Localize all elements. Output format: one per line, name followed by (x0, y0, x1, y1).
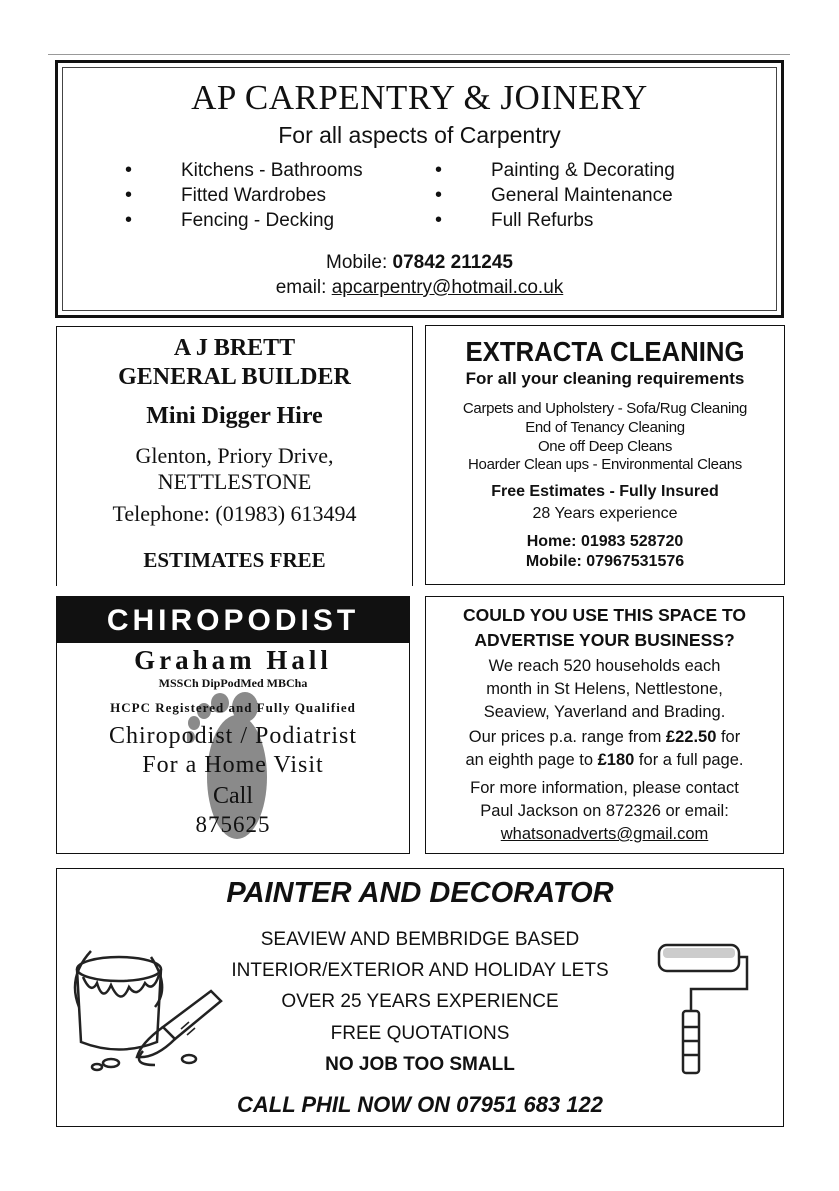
ad-extracta-cleaning (425, 325, 785, 585)
registration: HCPC Registered and Fully Qualified (110, 700, 356, 715)
role: Chiropodist / Podiatrist (108, 723, 357, 749)
price-line (426, 728, 783, 747)
service-item: • Kitchens - Bathrooms (125, 158, 363, 183)
price-line (426, 751, 783, 770)
qualifications: MSSCh DipPodMed MBCha (158, 676, 308, 690)
service-item: • Painting & Decorating (435, 158, 675, 183)
page-top-rule (48, 54, 790, 55)
email-line (63, 277, 776, 299)
phone-number: 875625 (195, 812, 271, 837)
service-item: • Fencing - Decking (125, 208, 363, 233)
info-line: SEAVIEW AND BEMBRIDGE BASED (260, 929, 580, 950)
price-prefix: an eighth page to (465, 751, 598, 769)
mobile-line (63, 252, 776, 274)
ad-chiropodist (56, 596, 410, 854)
contact-line: Paul Jackson on 872326 or email: (480, 802, 729, 820)
address-line: NETTLESTONE (157, 469, 312, 494)
call-line: CALL PHIL NOW ON 07951 683 122 (237, 1092, 603, 1117)
service-item: • General Maintenance (435, 183, 675, 208)
telephone-line: Telephone: (01983) 613494 (112, 501, 357, 526)
price-low: £22.50 (665, 728, 717, 746)
ad-title: PAINTER AND DECORATOR (226, 877, 614, 909)
estimates-line: Free Estimates - Fully Insured (491, 483, 719, 500)
ad-aj-brett (56, 326, 413, 586)
no-job-line: NO JOB TOO SMALL (325, 1054, 515, 1075)
price-mid: for (716, 728, 741, 746)
business-name: A J BRETT (173, 335, 296, 361)
services-list-right (435, 158, 675, 233)
email-label: email: (275, 277, 327, 298)
email-link[interactable]: apcarpentry@hotmail.co.uk (331, 277, 564, 298)
service-item: • Fitted Wardrobes (125, 183, 363, 208)
ad-subtitle: For all aspects of Carpentry (278, 122, 561, 148)
service-line: One off Deep Cleans (537, 438, 673, 455)
ad-title: AP CARPENTRY & JOINERY (191, 78, 648, 117)
ad-header-banner: CHIROPODIST (57, 597, 409, 643)
price-suffix: for a full page. (634, 751, 744, 769)
services-list-left (125, 158, 363, 233)
service-item: • Full Refurbs (435, 208, 675, 233)
mobile-phone: Mobile: 07967531576 (525, 553, 685, 570)
info-line: INTERIOR/EXTERIOR AND HOLIDAY LETS (231, 960, 609, 981)
contact-line (426, 825, 783, 844)
service-line: Hoarder Clean ups - Environmental Cleans (468, 456, 742, 473)
ad-advertise-space (425, 596, 784, 854)
contact-email-link[interactable]: whatsonadverts@gmail.com (500, 825, 709, 843)
mobile-number: 07842 211245 (392, 252, 513, 273)
body-line: Seaview, Yaverland and Brading. (483, 703, 726, 721)
ad-tagline: For all your cleaning requirements (465, 369, 745, 388)
address-line: Glenton, Priory Drive, (135, 443, 334, 468)
business-trade: GENERAL BUILDER (118, 364, 351, 390)
price-high: £180 (597, 751, 635, 769)
home-phone: Home: 01983 528720 (526, 533, 684, 550)
contact-line: For more information, please contact (470, 779, 739, 797)
body-line: We reach 520 households each (488, 657, 721, 675)
ad-title: EXTRACTA CLEANING (465, 336, 745, 367)
paint-roller-icon (655, 941, 755, 1081)
ad-ap-carpentry (55, 60, 784, 318)
estimates-line: ESTIMATES FREE (143, 548, 326, 572)
mobile-label: Mobile: (326, 252, 388, 273)
info-line: FREE QUOTATIONS (330, 1023, 510, 1044)
experience-line: 28 Years experience (532, 505, 678, 522)
info-line: OVER 25 YEARS EXPERIENCE (281, 991, 559, 1012)
service-line: Carpets and Upholstery - Sofa/Rug Cleaning (462, 400, 748, 417)
service-heading: Mini Digger Hire (146, 403, 323, 429)
price-prefix: Our prices p.a. range from (468, 728, 666, 746)
advertise-heading: COULD YOU USE THIS SPACE TO (463, 605, 746, 625)
paint-can-icon (71, 947, 231, 1077)
call-line: Call (213, 783, 253, 809)
practitioner-name: Graham Hall (134, 645, 332, 675)
ad-painter-decorator (56, 868, 784, 1127)
visit-line: For a Home Visit (142, 752, 324, 778)
advertise-heading: ADVERTISE YOUR BUSINESS? (474, 630, 735, 650)
body-line: month in St Helens, Nettlestone, (486, 680, 723, 698)
service-line: End of Tenancy Cleaning (525, 419, 685, 436)
ad-inner-frame (62, 67, 777, 311)
